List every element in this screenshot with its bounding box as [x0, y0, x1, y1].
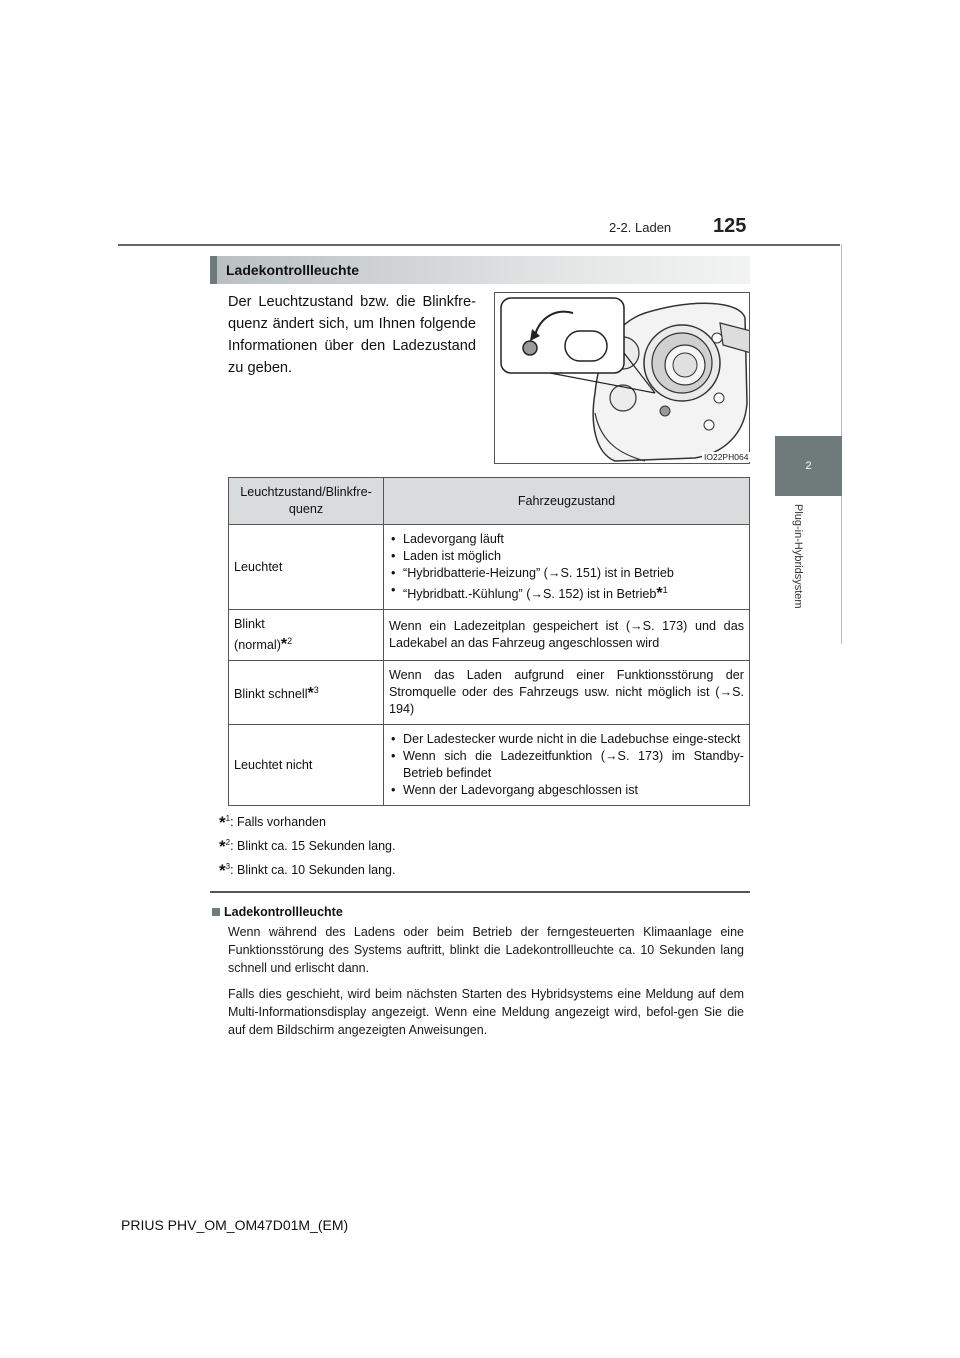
list-item: • Wenn der Ladevorgang abgeschlossen ist [389, 782, 744, 799]
charging-port-illustration [494, 292, 750, 464]
charging-light-table [228, 477, 750, 806]
list-item: • Der Ladestecker wurde nicht in die Ladebuchse einge-steckt [389, 731, 744, 748]
footnote: *$^2$: Blinkt ca. 15 Sekunden lang. [219, 837, 396, 856]
section-heading-text: Ladekontrollleuchte [226, 262, 360, 278]
table-header-status: Leuchtzustand/Blinkfre-quenz [229, 478, 384, 525]
status-text: Blinkt schnell [234, 687, 308, 702]
state-cell: Wenn das Laden aufgrund einer Funktionsstörung der Stromquelle oder des Fahrzeugs usw. nicht möglich ist (→S. 194) [384, 661, 750, 725]
section-heading-bar [210, 256, 217, 284]
list-item: • “Hybridbatterie-Heizung” (→S. 151) ist in Betrieb [389, 565, 744, 582]
status-cell: Leuchtet nicht [229, 725, 384, 806]
footnote-mark: 2 [225, 837, 231, 847]
list-item: • Wenn sich die Ladezeitfunktion (→S. 173) im Standby-Betrieb befindet [389, 748, 744, 782]
state-cell [384, 725, 750, 806]
footnote-mark: 1 [225, 813, 231, 823]
square-bullet-icon [212, 908, 220, 916]
table-row [229, 725, 750, 806]
table-header-vehicle-state: Fahrzeugzustand [384, 478, 750, 525]
state-list [389, 731, 744, 799]
footer-document-code: PRIUS PHV_OM_OM47D01M_(EM) [121, 1217, 349, 1233]
list-item: • Laden ist möglich [389, 548, 744, 565]
intro-paragraph: Der Leuchtzustand bzw. die Blinkfre-quenz ändert sich, um Ihnen folgende Informationen über den Ladezustand zu geben. [228, 294, 476, 376]
footnote: *$^1$: Falls vorhanden [219, 813, 326, 832]
charging-port-drawing [495, 293, 750, 464]
table-row [229, 525, 750, 610]
state-cell [384, 525, 750, 610]
footnote-ref[interactable]: 2 [287, 636, 293, 647]
footnote-text: : Blinkt ca. 15 Sekunden lang. [230, 839, 396, 853]
table-row [229, 661, 750, 725]
section-heading [210, 256, 750, 284]
footnote: *$^3$: Blinkt ca. 10 Sekunden lang. [219, 861, 396, 880]
note-paragraph: Falls dies geschieht, wird beim nächsten Starten des Hybridsystems eine Meldung auf dem Multi-Informationsdisplay angezeigt. Wenn eine Meldung angezeigt wird, befol-gen Sie die auf dem Bildschirm angezeigten Anweisungen. [228, 987, 744, 1037]
footnote-ref[interactable]: 3 [313, 685, 319, 696]
footnote-ref[interactable]: 1 [662, 585, 668, 595]
running-header-section: 2-2. Laden [609, 220, 672, 235]
list-item: • Ladevorgang läuft [389, 531, 744, 548]
chapter-tab-label: Plug-in-Hybridsystem [792, 504, 804, 609]
state-cell: Wenn ein Ladezeitplan gespeichert ist (→S. 173) und das Ladekabel an das Fahrzeug angeschlossen wird [384, 610, 750, 661]
footnote-text: : Blinkt ca. 10 Sekunden lang. [230, 863, 396, 877]
list-item: • “Hybridbatt.-Kühlung” (→S. 152) ist in Betrieb*$^1$ [389, 582, 744, 603]
note-paragraph: Wenn während des Ladens oder beim Betrieb der ferngesteuerten Klimaanlage eine Funktionsstörung des Systems auftritt, blinkt die Ladekontrollleuchte ca. 10 Sekunden lang schnell und erlischt dann. [228, 925, 744, 975]
chapter-tab-label-wrap [792, 504, 806, 634]
status-line: Blinkt [234, 617, 265, 632]
page-number: 125 [713, 215, 747, 237]
list-item-text: “Hybridbatt.-Kühlung” (→S. 152) ist in Betrieb [403, 587, 657, 602]
table-header-row [229, 478, 750, 525]
state-list [389, 531, 744, 603]
status-cell: Blinkt (normal)*$^2$ [229, 610, 384, 661]
status-cell: Leuchtet [229, 525, 384, 610]
status-line: (normal) [234, 638, 281, 653]
figure-code: IO22PH064 [704, 452, 749, 462]
chapter-tab[interactable]: 2 [775, 436, 842, 496]
note-rule [210, 891, 750, 893]
table-row [229, 610, 750, 661]
note-title [212, 905, 343, 919]
footnote-text: : Falls vorhanden [230, 815, 326, 829]
note-title-text: Ladekontrollleuchte [224, 905, 343, 919]
header-rule [118, 244, 840, 246]
footnote-mark: 3 [225, 861, 231, 871]
status-cell: Blinkt schnell*$^3$ [229, 661, 384, 725]
